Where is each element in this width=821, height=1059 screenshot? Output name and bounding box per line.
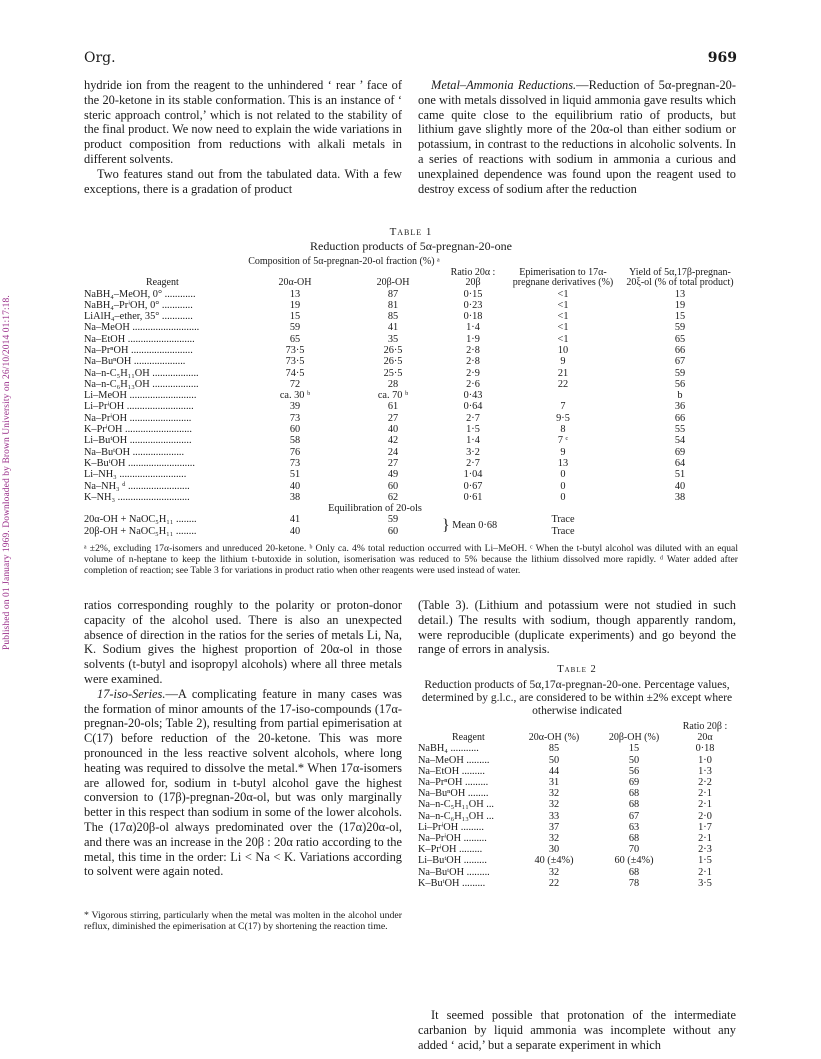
journal-name: Org.: [84, 50, 116, 66]
table-cell: 68: [628, 799, 640, 811]
table-row: [418, 777, 736, 788]
reagent-cell: NaBH₄ ...........: [418, 743, 479, 755]
table-cell: 32: [548, 799, 560, 811]
table-cell: 54: [674, 435, 686, 447]
table-cell: 2·7: [466, 457, 480, 469]
table-cell: 2·8: [466, 344, 480, 356]
table-cell: 15: [674, 311, 686, 323]
table-cell: 41: [387, 322, 399, 334]
column-header: Yield of 5α,17β-pregnan-20ξ-ol (% of total product): [626, 266, 734, 288]
table-cell: 1·04: [463, 469, 483, 481]
table-cell: 7: [560, 401, 566, 413]
table-title: Reduction products of 5α,17α-pregnan-20-one. Percentage values, determined by g.l.c., are considered to be within ±2% except where otherwise indicated: [421, 679, 733, 717]
table-cell: 50: [548, 754, 560, 766]
table-cell: ca. 70 ᵇ: [377, 390, 409, 402]
table-cell: 65: [674, 333, 686, 345]
column-header: Ratio 20β : 20α: [682, 721, 728, 744]
table-cell: 58: [289, 435, 301, 447]
equilibration-label: Equilibration of 20-ols: [328, 503, 422, 515]
table-cell: 9: [560, 446, 566, 458]
reagent-cell: Na–n-C₅H₁₁OH ..................: [84, 367, 199, 379]
table-label: Table 1: [389, 226, 433, 238]
paragraph: ratios corresponding roughly to the polarity or proton-donor capacity of the alcohol used. There is also an unexpected absence of direction in the ratios for the series of metals Li, Na, K. Sodium gives the highest proportion of 20α-ol in those solvents (t-butyl and isopropyl alcohols) where all three metals were examined.: [84, 598, 402, 686]
table-row: [84, 458, 738, 469]
data-table: [418, 721, 736, 889]
left-column-top: [84, 78, 402, 196]
table-cell: 59: [289, 322, 301, 334]
table-cell: 0: [560, 480, 566, 492]
reagent-cell: NaBH₄–PrⁱOH, 0° ............: [84, 299, 193, 311]
reagent-cell: Li–PrⁱOH .........: [418, 821, 484, 833]
table-row: [84, 334, 738, 345]
reagent-cell: LiAlH₄–ether, 35° ............: [84, 311, 193, 323]
right-column-end: [418, 1008, 736, 1052]
reagent-cell: Na–n-C₆H₁₃OH ...: [418, 810, 494, 822]
reagent-cell: Li–PrⁱOH ..........................: [84, 401, 194, 413]
table-cell: 40: [387, 424, 399, 436]
table-cell: 1·4: [466, 435, 480, 447]
table-cell: 20β-OH + NaOC₅H₁₁ ........: [84, 525, 197, 537]
column-header: Reagent: [146, 277, 179, 288]
table-cell: 8: [560, 424, 566, 436]
table-cell: 35: [387, 333, 399, 345]
table-cell: 40: [289, 525, 301, 537]
table-cell: 1·5: [698, 855, 712, 867]
table-cell: 25·5: [383, 367, 403, 379]
reagent-cell: Na–BuⁿOH ........: [418, 788, 489, 800]
reagent-cell: K–PrⁱOH .........: [418, 844, 483, 856]
table-cell: 2·1: [698, 788, 712, 800]
column-header: Reagent: [452, 732, 485, 744]
table-cell: 74·5: [285, 367, 305, 379]
section-heading: 17-iso-Series.: [97, 686, 166, 701]
table-cell: 51: [289, 469, 301, 481]
table-cell: 26·5: [383, 356, 403, 368]
table-2: [418, 664, 736, 889]
table-cell: 61: [387, 401, 399, 413]
table-cell: 59: [674, 367, 686, 379]
table-cell: 66: [674, 344, 686, 356]
table-row: [84, 322, 738, 333]
table-row: [84, 356, 738, 367]
table-cell: 39: [289, 401, 301, 413]
table-cell: 15: [289, 311, 301, 323]
table-cell: 73·5: [285, 356, 305, 368]
table-cell: 66: [674, 412, 686, 424]
table-cell: 38: [289, 491, 301, 503]
table-cell: 67: [628, 810, 640, 822]
table-row: [418, 755, 736, 766]
table-cell: <1: [557, 288, 569, 300]
table-cell: 20α-OH + NaOC₅H₁₁ ........: [84, 514, 197, 526]
table-cell: 40 (±4%): [534, 855, 574, 867]
column-header: 20β-OH (%): [608, 732, 660, 744]
table-cell: 2·6: [466, 378, 480, 390]
table-row: [418, 788, 736, 799]
table-cell: 24: [387, 446, 399, 458]
table-cell: 2·0: [698, 810, 712, 822]
table-cell: 0·18: [463, 311, 483, 323]
table-row: [418, 844, 736, 855]
reagent-cell: Na–BuᵗOH ....................: [84, 446, 185, 458]
table-cell: 49: [387, 469, 399, 481]
column-header: Ratio 20α : 20β: [450, 266, 496, 288]
table-cell: 50: [628, 754, 640, 766]
table-row: [418, 878, 736, 889]
table-cell: 76: [289, 446, 301, 458]
paragraph: It seemed possible that protonation of the intermediate carbanion by liquid ammonia was incomplete without any added ‘ acid,’ but a separate experiment in which: [418, 1008, 736, 1052]
table-cell: 51: [674, 469, 686, 481]
table-cell: 0: [560, 469, 566, 481]
table-cell: 2·3: [698, 844, 712, 856]
table-row: [418, 822, 736, 833]
table-cell: <1: [557, 333, 569, 345]
table-cell: 41: [289, 514, 301, 526]
table-cell: <1: [557, 311, 569, 323]
table-row: [84, 413, 738, 424]
table-cell: 2·8: [466, 356, 480, 368]
paragraph: (Table 3). (Lithium and potassium were not studied in such detail.) The results with sodium, though apparently random, were reproducible (duplicate experiments) and go beyond the range of errors in analysis.: [418, 598, 736, 657]
mean-cell: [442, 514, 504, 537]
table-cell: 78: [628, 877, 640, 889]
table-cell: 36: [674, 401, 686, 413]
table-cell: 42: [387, 435, 399, 447]
table-cell: 38: [674, 491, 686, 503]
table-row: [84, 424, 738, 435]
mean-value: Mean 0·68: [452, 520, 498, 532]
table-cell: 1·4: [466, 322, 480, 334]
table-cell: 28: [387, 378, 399, 390]
table-cell: 1·0: [698, 754, 712, 766]
table-row: [84, 368, 738, 379]
reagent-cell: NaBH₄–MeOH, 0° ............: [84, 288, 196, 300]
reagent-cell: Na–EtOH .........: [418, 765, 485, 777]
table-cell: 31: [548, 777, 560, 789]
table-cell: 1·3: [698, 765, 712, 777]
table-cell: 2·9: [466, 367, 480, 379]
paragraph: [418, 78, 736, 196]
table-row: [84, 311, 738, 322]
table-cell: 33: [548, 810, 560, 822]
table-cell: 65: [289, 333, 301, 345]
reagent-cell: Li–BuᵗOH .........: [418, 855, 487, 867]
table-cell: 0·23: [463, 299, 483, 311]
table-cell: 13: [289, 288, 301, 300]
table-cell: 40: [289, 480, 301, 492]
download-watermark: Published on 01 January 1969. Downloaded by Brown University on 26/10/2014 01:17:18.: [2, 295, 12, 650]
paragraph: Two features stand out from the tabulated data. With a few exceptions, there is a gradation of product: [84, 166, 402, 196]
table-row: [84, 300, 738, 311]
table-cell: 0·43: [463, 390, 483, 402]
table-row: [418, 867, 736, 878]
table-cell: 32: [548, 788, 560, 800]
table-footnote: ᵃ ±2%, excluding 17α-isomers and unreduced 20-ketone. ᵇ Only ca. 4% total reduction occurred with Li–MeOH. ᶜ When the t-butyl alcohol was diluted with an equal volume of n-heptane to keep the lithium t-butoxide in solution, isomerisation was reduced to 5% because the lithium dissolved more rapidly. ᵈ Water added after completion of reaction; see Table 3 for variations in product ratio when other reagents were used instead of water.: [84, 543, 738, 577]
reagent-cell: Na–MeOH ..........................: [84, 322, 200, 334]
table-cell: 60 (±4%): [614, 855, 654, 867]
table-cell: 13: [557, 457, 569, 469]
column-header: 20α-OH: [278, 277, 312, 288]
data-table: [84, 257, 738, 537]
table-cell: 60: [387, 525, 399, 537]
column-header: 20β-OH: [376, 277, 410, 288]
table-row: [418, 799, 736, 810]
table-cell: 59: [674, 322, 686, 334]
table-cell: 9: [560, 356, 566, 368]
table-cell: Trace: [551, 525, 575, 537]
reagent-cell: Li–NH₃ ..........................: [84, 469, 187, 481]
table-cell: 64: [674, 457, 686, 469]
table-cell: 3·2: [466, 446, 480, 458]
table-row: [84, 289, 738, 300]
table-row: [84, 481, 738, 492]
reagent-cell: Na–n-C₆H₁₃OH ..................: [84, 378, 199, 390]
table-cell: 7 ᶜ: [557, 435, 569, 447]
paragraph: [84, 687, 402, 879]
table-cell: 81: [387, 299, 399, 311]
reagent-cell: Li–BuᵗOH ........................: [84, 435, 192, 447]
table-cell: 63: [628, 821, 640, 833]
table-cell: 15: [628, 743, 640, 755]
table-cell: 73: [289, 412, 301, 424]
table-cell: 73·5: [285, 344, 305, 356]
table-cell: 27: [387, 412, 399, 424]
reagent-cell: Na–BuᵗOH .........: [418, 866, 490, 878]
table-cell: 62: [387, 491, 399, 503]
table-row: [84, 345, 738, 356]
table-cell: 0: [560, 491, 566, 503]
reagent-cell: K–NH₃ ............................: [84, 491, 190, 503]
table-row: [84, 435, 738, 446]
table-cell: 1·9: [466, 333, 480, 345]
table-title: Reduction products of 5α-pregnan-20-one: [310, 239, 512, 253]
table-row: [418, 766, 736, 777]
right-column-bottom: [418, 598, 736, 657]
table-cell: 0·64: [463, 401, 483, 413]
reagent-cell: Na–BuⁿOH ....................: [84, 356, 186, 368]
table-cell: 73: [289, 457, 301, 469]
table-cell: 72: [289, 378, 301, 390]
paragraph: hydride ion from the reagent to the unhindered ‘ rear ’ face of the 20-ketone in its stable conformation. This is an instance of ‘ steric approach control,’ which is not related to the stability of the final product. We now need to explain the wide variations in product composition from reductions with alkali metals in different solvents.: [84, 78, 402, 166]
table-cell: 69: [674, 446, 686, 458]
table-label: Table 2: [557, 664, 597, 675]
table-cell: 2·1: [698, 866, 712, 878]
table-row: [418, 743, 736, 754]
table-cell: 13: [674, 288, 686, 300]
paragraph-text: —A complicating feature in many cases was the formation of minor amounts of the 17-iso-compounds (17α-pregnan-20-ols; Table 2), resulting from partial epimerisation at C(17) before reduction of the 20-ketone. This was more pronounced in the less reactive solvent alcohols, where long heating was required to dissolve the metal.* When 17α-isomers are allowed for, sodium in t-butyl alcohol gave the highest conversion to (17β)-pregnan-20α-ol, but was only marginally better in this respect than sodium in some of the lower alcohols. The (17α)20β-ol always predominated over the (17α)20α-ol, and there was an increase in the 20β : 20α ratio according to the metal, this time in the order: Li < Na < K. Variations according to solvent were again noted.: [84, 686, 402, 879]
reagent-cell: Na–PrⁿOH .........: [418, 777, 489, 789]
table-cell: 30: [548, 844, 560, 856]
reagent-cell: Li–MeOH ..........................: [84, 390, 197, 402]
reagent-cell: K–PrⁱOH ..........................: [84, 424, 192, 436]
table-cell: 2·2: [698, 777, 712, 789]
table-cell: 22: [548, 877, 560, 889]
table-1: [84, 226, 738, 576]
table-cell: 10: [557, 344, 569, 356]
left-column-bottom: [84, 598, 402, 879]
table-cell: 85: [387, 311, 399, 323]
table-cell: 0·67: [463, 480, 483, 492]
table-cell: 37: [548, 821, 560, 833]
table-cell: 21: [557, 367, 569, 379]
table-cell: 0·61: [463, 491, 483, 503]
table-cell: 3·5: [698, 877, 712, 889]
section-heading: Metal–Ammonia Reductions.: [431, 78, 577, 92]
table-cell: b: [677, 390, 683, 402]
table-cell: 68: [628, 833, 640, 845]
table-cell: 32: [548, 866, 560, 878]
right-column-top: [418, 78, 736, 196]
reagent-cell: Na–PrⁱOH ........................: [84, 412, 192, 424]
table-cell: 27: [387, 457, 399, 469]
reagent-cell: Na–PrⁿOH ........................: [84, 344, 193, 356]
table-cell: 68: [628, 788, 640, 800]
column-header: Epimerisation to 17α-pregnane derivatives (%): [512, 266, 614, 288]
table-row: [418, 855, 736, 866]
reagent-cell: Na–n-C₅H₁₁OH ...: [418, 799, 494, 811]
table-cell: 70: [628, 844, 640, 856]
table-cell: 87: [387, 288, 399, 300]
table-cell: 32: [548, 833, 560, 845]
table-cell: 22: [557, 378, 569, 390]
brace-icon: }: [442, 517, 450, 535]
group-header: Composition of 5α-pregnan-20-ol fraction (%) ᵃ: [248, 256, 440, 267]
table-cell: 68: [628, 866, 640, 878]
reagent-cell: Na–MeOH .........: [418, 754, 490, 766]
column-header: 20α-OH (%): [528, 732, 580, 744]
table-cell: 19: [289, 299, 301, 311]
table-row: [84, 492, 738, 503]
table-cell: 40: [674, 480, 686, 492]
table-cell: [504, 390, 622, 401]
table-cell: 56: [628, 765, 640, 777]
table-cell: 67: [674, 356, 686, 368]
reagent-cell: Na–NH₃ ᵈ ........................: [84, 480, 190, 492]
table-cell: 56: [674, 378, 686, 390]
table-cell: 19: [674, 299, 686, 311]
table-cell: Trace: [551, 514, 575, 526]
table-cell: 59: [387, 514, 399, 526]
table-row: [418, 833, 736, 844]
table-cell: 44: [548, 765, 560, 777]
table-cell: 9·5: [556, 412, 570, 424]
reagent-cell: K–BuᵗOH .........: [418, 877, 486, 889]
table-cell: 60: [387, 480, 399, 492]
table-cell: <1: [557, 322, 569, 334]
table-cell: 0·18: [695, 743, 715, 755]
table-cell: 26·5: [383, 344, 403, 356]
table-row: [84, 469, 738, 480]
page-number: 969: [707, 50, 737, 66]
table-cell: ca. 30 ᵇ: [279, 390, 311, 402]
page-footnote: * Vigorous stirring, particularly when the metal was molten in the alcohol under reflux, diminished the epimerisation at C(17) by shortening the reaction time.: [84, 910, 402, 933]
table-cell: 0·15: [463, 288, 483, 300]
table-cell: 2·1: [698, 799, 712, 811]
table-cell: 60: [289, 424, 301, 436]
table-cell: 85: [548, 743, 560, 755]
page-header: [84, 50, 737, 70]
table-cell: 2·7: [466, 412, 480, 424]
table-cell: 1·7: [698, 821, 712, 833]
table-row: [84, 447, 738, 458]
table-cell: 69: [628, 777, 640, 789]
table-cell: 2·1: [698, 833, 712, 845]
table-row: [84, 390, 738, 401]
table-row: [84, 379, 738, 390]
reagent-cell: K–BuᵗOH ..........................: [84, 457, 195, 469]
table-row: [84, 401, 738, 412]
table-cell: <1: [557, 299, 569, 311]
table-cell: 55: [674, 424, 686, 436]
table-row: [418, 811, 736, 822]
reagent-cell: Na–EtOH ..........................: [84, 333, 195, 345]
paragraph-text: —Reduction of 5α-pregnan-20-one with metals dissolved in liquid ammonia gave results which came quite close to the equilibrium ratio of products, but lithium gave slightly more of the 20α-ol than either sodium or potassium, in contrast to the reductions in alcoholic solvents. In a series of reactions with sodium in ammonia a curious and unexplained dependence was found upon the reagent used to destroy excess of sodium after the reduction: [418, 78, 737, 196]
table-cell: 1·5: [466, 424, 480, 436]
reagent-cell: Na–PrⁱOH .........: [418, 833, 487, 845]
